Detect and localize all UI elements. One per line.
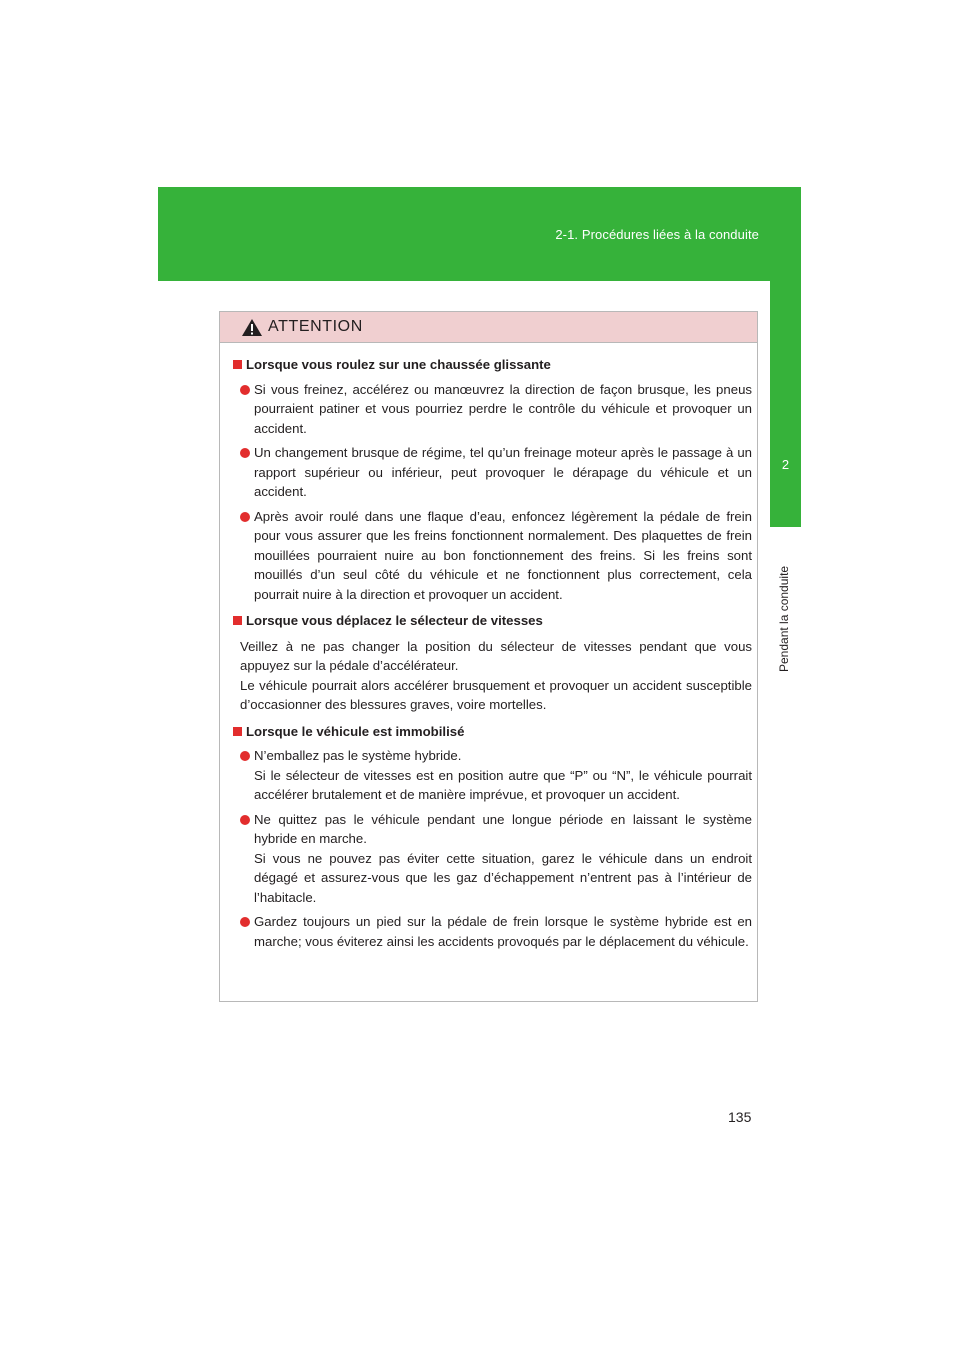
- red-bullet-icon: [240, 448, 250, 458]
- red-bullet-icon: [240, 815, 250, 825]
- warning-body: [220, 343, 757, 951]
- section-heading-gear-selector: Lorsque vous déplacez le sélecteur de vitesses: [233, 611, 752, 631]
- red-square-icon: [233, 727, 242, 736]
- red-bullet-icon: [240, 385, 250, 395]
- warning-triangle-icon: [241, 318, 263, 337]
- red-bullet-icon: [240, 917, 250, 927]
- red-bullet-icon: [240, 751, 250, 761]
- section-heading-slippery-road: Lorsque vous roulez sur une chaussée glissante: [233, 355, 752, 375]
- page-number: 135: [728, 1109, 752, 1125]
- bullet-item: Un changement brusque de régime, tel qu’un freinage moteur après le passage à un rapport supérieur ou inférieur, peut provoquer le dérapage du véhicule et un accident.: [233, 443, 752, 502]
- bullet-item: Après avoir roulé dans une flaque d’eau, enfoncez légèrement la pédale de frein pour vous assurer que les freins fonctionnent normalement. Des plaquettes de frein mouillées pourraient nuire au bon fonctionnement des freins. Si les freins sont mouillés d’un seul côté du véhicule et ne fonctionnent plus correctement, cela pourrait nuire à la direction et provoquer un accident.: [233, 507, 752, 605]
- chapter-label: Pendant la conduite: [777, 565, 791, 672]
- section-heading-vehicle-stopped: Lorsque le véhicule est immobilisé: [233, 722, 752, 742]
- warning-header: [220, 312, 757, 343]
- red-square-icon: [233, 616, 242, 625]
- chapter-label-container: [771, 532, 799, 682]
- section-header-band: [158, 187, 801, 281]
- bullet-item: Gardez toujours un pied sur la pédale de frein lorsque le système hybride est en marche; vous éviterez ainsi les accidents provoqués par le déplacement du véhicule.: [233, 912, 752, 951]
- warning-box: [219, 311, 758, 1002]
- red-bullet-icon: [240, 512, 250, 522]
- paragraph: Veillez à ne pas changer la position du sélecteur de vitesses pendant que vous appuyez sur la pédale d’accélérateur. Le véhicule pourrait alors accélérer brusquement et provoquer un accident susceptible d’occasionner des blessures graves, voire mortelles.: [240, 638, 752, 712]
- warning-title: ATTENTION: [268, 318, 363, 335]
- chapter-tab: [770, 187, 801, 527]
- red-square-icon: [233, 360, 242, 369]
- bullet-item: Si vous freinez, accélérez ou manœuvrez la direction de façon brusque, les pneus pourraient patiner et vous pourriez perdre le contrôle du véhicule et provoquer un accident.: [233, 380, 752, 439]
- bullet-item: Ne quittez pas le véhicule pendant une longue période en laissant le système hybride en marche. Si vous ne pouvez pas éviter cette situation, garez le véhicule dans un endroit dégagé et assurez-vous que les gaz d’échappement n’entrent pas à l’intérieur de l’habitacle.: [233, 810, 752, 908]
- section-title: 2-1. Procédures liées à la conduite: [555, 227, 759, 242]
- bullet-item: N’emballez pas le système hybride. Si le sélecteur de vitesses est en position autre que “P” ou “N”, le véhicule pourrait accélérer brutalement et de manière imprévue, et provoquer un accident.: [233, 746, 752, 805]
- chapter-number: 2: [781, 457, 790, 472]
